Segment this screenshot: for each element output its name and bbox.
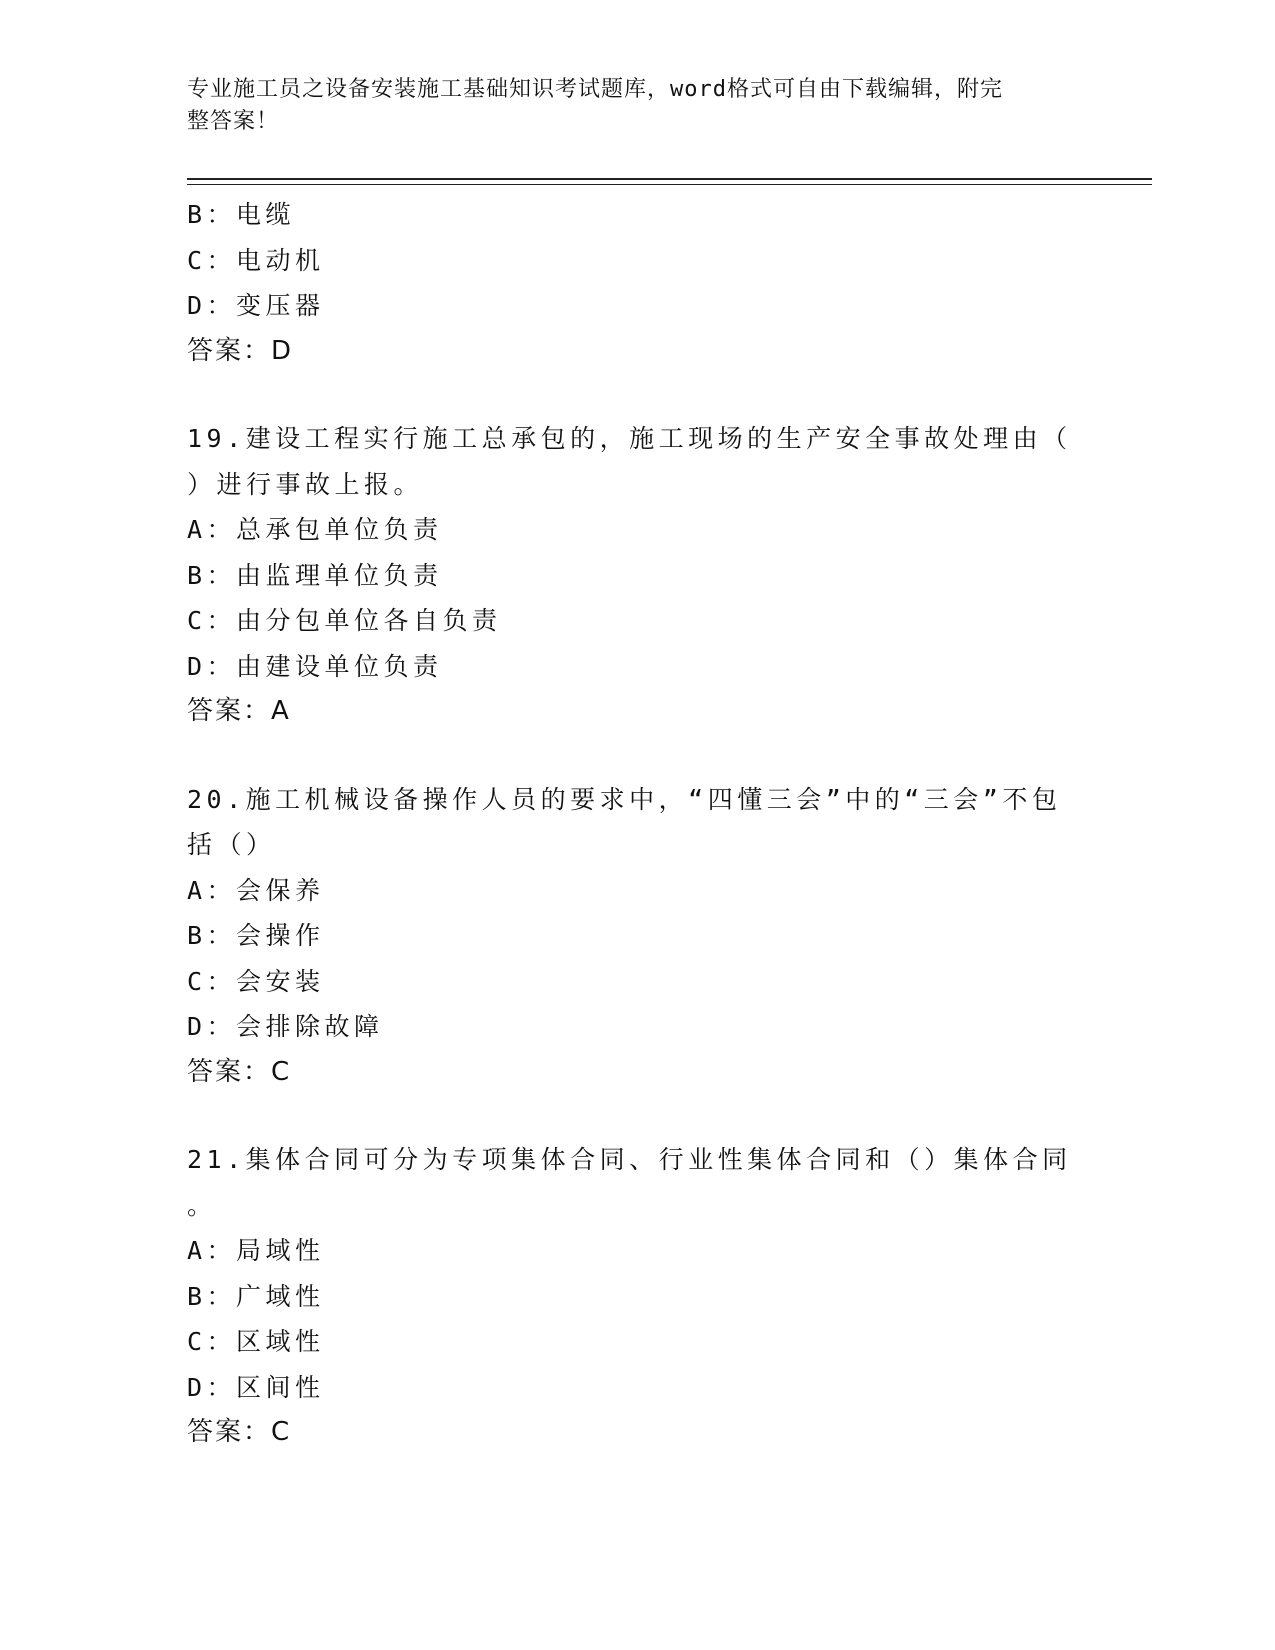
question-20 [187,777,1087,1096]
header-line-2: 整答案！ [187,109,280,134]
answer-line: 答案：A [187,696,291,726]
question-stem-line: 21.集体合同可分为专项集体合同、行业性集体合同和（）集体合同 [187,1145,1072,1174]
answer-line: 答案：D [187,335,294,366]
answer-line: 答案：C [187,1417,292,1447]
option-b: B：会操作 [187,921,325,950]
document-header [187,74,1067,138]
question-21 [187,1137,1087,1456]
question-19 [187,416,1087,735]
question-stem-line: 。 [187,1190,217,1220]
option-d: D：由建设单位负责 [187,651,443,681]
header-rule-top [187,178,1152,180]
question-list [187,192,1087,1456]
option-b: B：广域性 [187,1281,325,1311]
option-c: C：由分包单位各自负责 [187,606,502,635]
question-stem-line: 20.施工机械设备操作人员的要求中，“四懂三会”中的“三会”不包 [187,784,1062,814]
previous-question-tail [187,192,1087,374]
option-c: C：区域性 [187,1327,325,1356]
answer-line: 答案：C [187,1056,292,1087]
option-c: C：电动机 [187,245,325,275]
header-rule-bottom [187,184,1152,185]
option-d: D：会排除故障 [187,1012,384,1041]
option-c: C：会安装 [187,966,325,996]
option-b: B：电缆 [187,200,296,229]
option-a: A：局域性 [187,1236,325,1265]
header-line-1: 专业施工员之设备安装施工基础知识考试题库，word格式可自由下载编辑，附完 [187,77,1003,102]
question-stem-line: 19.建设工程实行施工总承包的，施工现场的生产安全事故处理由（ [187,424,1072,453]
option-d: D：区间性 [187,1372,325,1402]
option-b: B：由监理单位负责 [187,560,443,590]
question-stem-line: ）进行事故上报。 [187,469,424,499]
option-d: D：变压器 [187,291,325,320]
option-a: A：会保养 [187,875,325,905]
option-a: A：总承包单位负责 [187,515,443,544]
question-stem-line: 括（） [187,830,276,859]
